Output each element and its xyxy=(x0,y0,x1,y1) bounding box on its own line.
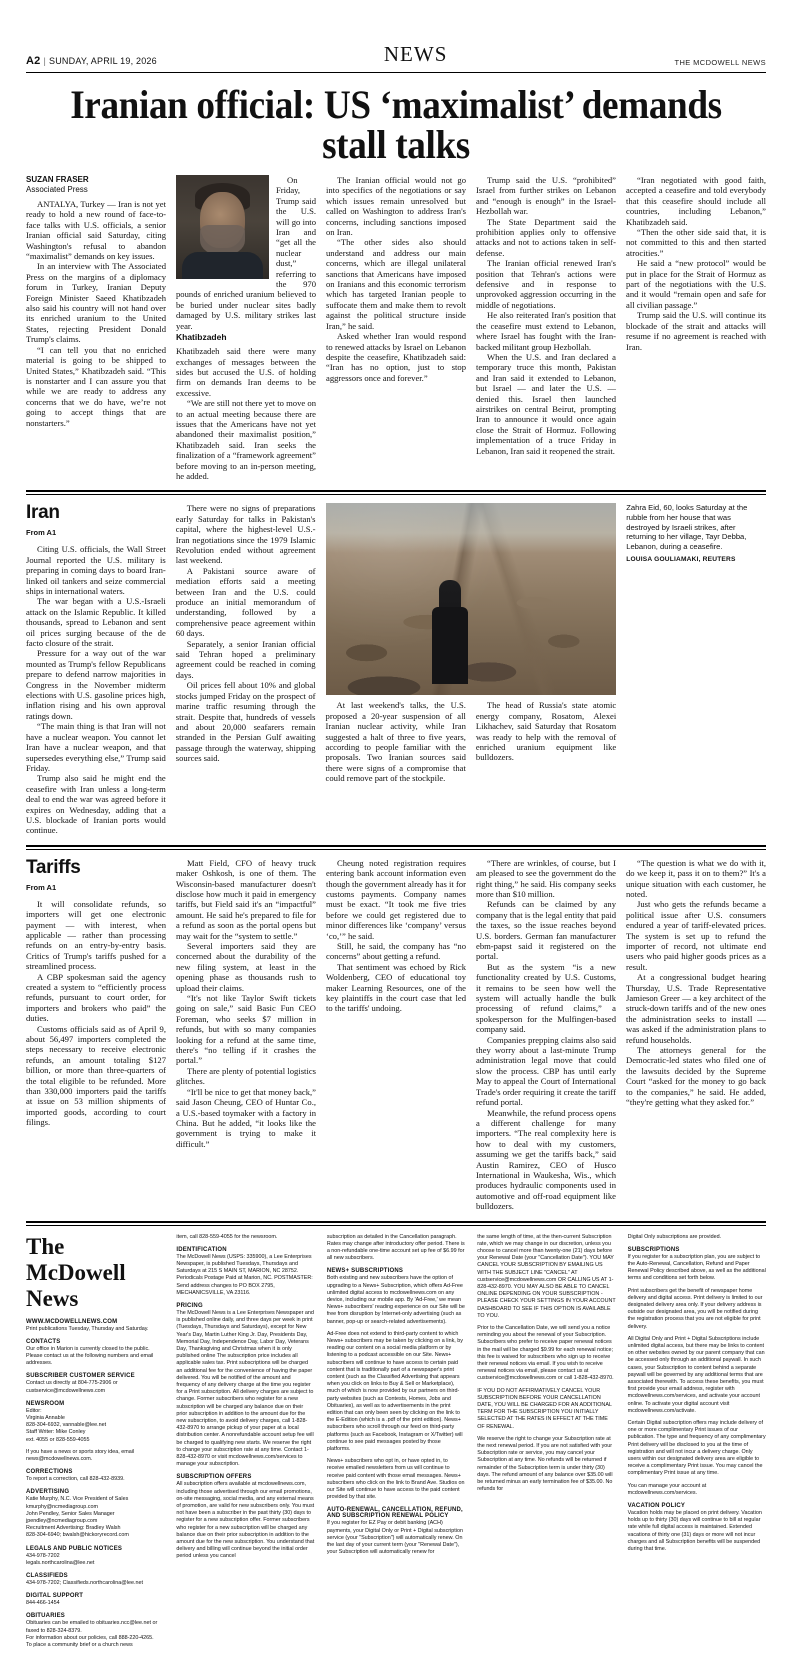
fineprint-text: Contact us directly at 804-775-2906 or custservice@mcdowellnews.com xyxy=(26,1380,118,1394)
paragraph: The Iranian official would not go into specifics of the negotiations or say which issues remain unresolved but called on Washington to address Iran's concerns, including sanctions imposed on Iran. xyxy=(326,175,466,238)
lebanon-rubble-photo xyxy=(326,503,617,695)
paragraph: But as the system “is a new functionality created by U.S. Customs, it remains to be seen how well the system will actually handle the bulk processing of refund claims,” a spokesperson for the Mulfingen-based company said. xyxy=(476,961,616,1035)
header-rule xyxy=(26,72,766,73)
tariffs-col-1 xyxy=(26,858,166,1212)
paragraph: In an interview with The Associated Press on the margins of a diplomacy forum in Turkey, Iranian Deputy Foreign Minister Saeed Khatibzadeh also said his country will not hand over its enriched uranium to the United States, rejecting President Donald Trump's claims. xyxy=(26,261,166,345)
fineprint-blocks xyxy=(26,1319,164,1650)
fineprint-col-1 xyxy=(26,1234,164,1654)
lead-col-2 xyxy=(176,175,316,481)
fineprint-text: You can manage your account at mcdowellnews.com/services. xyxy=(627,1482,707,1496)
paragraph: The Iranian official renewed Iran's position that Tehran's actions were defensive and in response to unprovoked aggression occurring in the middle of negotiations. xyxy=(476,258,616,310)
fineprint-text: All Digital Only and Print + Digital Subscriptions include unlimited digital access, but there may be links to content on other websites owned by our parent company that can be accessed only through an additional paywall. In such cases, your Subscription to content behind a separate paywall will be governed by any additional terms that are associated therewith. To access these benefits, you must first provide your email address, register with mcdowellnews.com/services, and activate your account online. To activate your digital account visit mcdowellnews.com/activate. xyxy=(627,1335,765,1414)
fineprint-text: Digital Only subscriptions are provided. xyxy=(627,1233,722,1240)
fineprint-heading: OBITUARIES xyxy=(26,1613,66,1620)
fineprint-text: 844-466-1454 xyxy=(26,1600,60,1607)
paragraph: On Friday, Trump said the U.S. will go into Iran and “get all the nuclear dust,” referring to the 970 pounds of enriched uranium believed to be buried under nuclear sites badly damaged by U.S. military strikes last year. xyxy=(176,175,316,331)
paragraph: Citing U.S. officials, the Wall Street Journal reported the U.S. military is preparing in coming days to board Iran-linked oil tankers and seize commercial ships in international waters. xyxy=(26,544,166,596)
paragraph: When the U.S. and Iran declared a temporary truce this month, Pakistan and Iran said it extended to Lebanon, but Israel — and later the U.S. — denied this. Israel then launched airstrikes on central Beirut, prompting Iran to announce it would once again close the Strait of Hormuz. Following implementation of a truce Friday in Lebanon, Iran said it reopened the strait. xyxy=(476,351,616,456)
photo-caption: Zahra Eid, 60, looks Saturday at the rubble from her house that was destroyed by Israeli strikes, after returning to her village, Tayr Debba, Lebanon, during a ceasefire. xyxy=(626,503,748,551)
paragraph: The attorneys general for the Democratic-led states who filed one of the lawsuits decided by the Supreme Court “asked for the money to go back to the companies,” he said. He added, “they're getting what they asked for.” xyxy=(626,1045,766,1108)
fineprint-text: Katie Murphy, N.C. Vice President of Sales kmurphy@ncmediagroup.com John Pendley, Senior Sales Manager jpendley@ncmediagroup.com Recruitment Advertising: Bradley Walsh 828-304-6940; bwalsh@hickoryrecord.com xyxy=(26,1496,129,1539)
fineprint-text: the same length of time, at the then-current Subscription rate, which we may change in our discretion, unless you choose to cancel more than twenty-one (21) days before your Renewal Date (your "Cancellation Date"). YOU MAY CANCEL YOUR SUBSCRIPTION BY EMAILING US WITH THE SUBJECT LINE "CANCEL" AT custservice@mcdowellnews.com OR CALLING US AT 1-828-432-8970. YOU MAY ALSO BE ABLE TO CANCEL ONLINE DEPENDING ON YOUR SUBSCRIPTION - PLEASE CHECK YOUR SETTINGS IN YOUR ACCOUNT DASHBOARD TO SEE IF THIS OPTION IS AVAILABLE TO YOU. xyxy=(477,1233,616,1319)
fineprint-heading: SUBSCRIPTION OFFERS xyxy=(176,1474,252,1481)
fineprint-text: The McDowell News is a Lee Enterprises Newspaper and is published online daily, and three days per week in print (Tuesdays, Thursdays and Saturdays), except for New Year's Day, Martin Luther King Jr. Day, Presidents Day, Memorial Day, Independence Day, Labor Day, Veterans Day, Thanksgiving and Christmas when it is only published online The subscription price includes all applicable sales tax. Print subscriptions will be charged an additional fee for the convenience of having the paper delivered. You will be notified of the amount and frequency of any delivery charge at the time you register for a Print subscription. All delivery charges are subject to change. Former subscribers who register for a new subscription will be charged any balance due on their prior subscription in addition to the amount due for the new subscription, to avoid delivery charges, call 1-828-432-8970 to arrange pickup of your paper at a local distribution center. A nonrefundable account setup fee will be charged to qualifying new starts. We reserve the right to change your subscription rate at any time. Contact 1-828-432-8970 or visit mcdowellnews.com/services to manage your subscription. xyxy=(176,1309,314,1468)
fineprint-text: Print subscribers get the benefit of newspaper home delivery and digital access. Print delivery is limited to our designated delivery area only. If your delivery address is outside our designated area, you will be notified during the registration process that you are not eligible for print delivery. xyxy=(627,1287,763,1330)
paragraph: Asked whether Iran would respond to renewed attacks by Israel on Lebanon despite the ceasefire, Khatibzadeh said: “Iran has no option, just to stop aggressors once and forever.” xyxy=(326,331,466,383)
paragraph: At last weekend's talks, the U.S. proposed a 20-year suspension of all Iranian nuclear activity, while Iran suggested a halt of three to five years, according to people familiar with the proposals. Two Iranian sources said there were signs of a compromise that could remove part of the stockpile. xyxy=(325,700,466,784)
fineprint-heading: IDENTIFICATION xyxy=(176,1246,227,1253)
fineprint-heading: WWW.MCDOWELLNEWS.COM xyxy=(26,1318,118,1325)
fineprint-col-2 xyxy=(176,1234,314,1654)
fineprint-text: Vacation holds may be placed on print delivery. Vacation holds up to thirty (30) days will continue to bill at regular rate while full digital access is maintained. Extended vacations of thirty one (31) days or more will not incur charges and all Subscription benefits will be suspended during that time. xyxy=(627,1510,762,1553)
paragraph: The State Department said the prohibition applies only to offensive attacks and not to actions taken in self-defense. xyxy=(476,216,616,258)
paragraph: The head of Russia's state atomic energy company, Rosatom, Alexei Likhachev, said Saturday that Rosatom was ready to help with the removal of enriched uranium equipment like bulldozers. xyxy=(475,700,617,763)
paragraph: Customs officials said as of April 9, about 56,497 importers completed the steps necessary to receive electronic refunds, an amount totaling $127 billion, or more than three-quarters of the total eligible to be refunded. More than 330,000 importers paid the tariffs at issue on 53 million shipments of imported goods, according to court filings. xyxy=(26,1023,166,1128)
paragraph: A Pakistani source aware of mediation efforts said a meeting between Iran and the U.S. could produce an initial memorandum of understanding, followed by a comprehensive peace agreement within 60 days. xyxy=(175,565,316,639)
iran-col-2 xyxy=(176,503,316,835)
paragraph: Trump also said he might end the ceasefire with Iran unless a long-term deal to end the war was agreed before it expires on Wednesday, adding that a U.S. blockade of Iranian ports would continue. xyxy=(26,773,166,836)
paragraph: There are plenty of potential logistics glitches. xyxy=(176,1065,316,1087)
fineprint-blocks xyxy=(628,1234,766,1554)
tariffs-col-5 xyxy=(626,858,766,1212)
paragraph: He also reiterated Iran's position that the ceasefire must extend to Lebanon, where Israel has fought with the Iran-backed militant group Hezbollah. xyxy=(476,310,616,352)
portrait-art xyxy=(176,175,269,279)
fineprint-heading: CLASSIFIEDS xyxy=(26,1573,68,1580)
fineprint-text: Both existing and new subscribers have the option of upgrading to a News+ Subscription, which offers Ad-Free unlimited digital access to mcdowellnews.com on any device, including our mobile app. By 'Ad-Free,' we mean News+ subscribers' reading experience on our Site will be free from disruption by Internet-only advertising (such as banner, pop-up or search-related advertisements). xyxy=(326,1275,465,1325)
fineprint-col-5 xyxy=(628,1234,766,1654)
fineprint-heading: DIGITAL SUPPORT xyxy=(26,1593,84,1600)
fineprint-text: IF YOU DO NOT AFFIRMATIVELY CANCEL YOUR SUBSCRIPTION BEFORE YOUR CANCELLATION DATE, YOU WILL BE CHARGED FOR AN ADDITIONAL TERM FOR THE SUBSCRIPTION YOU INITIALLY SELECTED AT THE RATES IN EFFECT AT THE TIME OF RENEWAL. xyxy=(477,1387,612,1430)
lead-col-3 xyxy=(326,175,466,481)
nameplate: The McDowell News xyxy=(26,1233,126,1311)
paragraph: Just who gets the refunds became a political issue after U.S. consumers endured a year of tariff-elevated prices. The system is set up to refund the importer of record, not ultimate end users who paid higher goods prices as a result. xyxy=(626,899,766,972)
tariffs-col-2 xyxy=(176,858,316,1212)
paragraph: It will consolidate refunds, so importers will get one electronic payment — with interest, when applicable — rather than processing refunds on an entry-by-entry basis. Critics of Trump's tariffs pushed for a streamlined process. xyxy=(26,898,166,972)
fineprint-text: To report a correction, call 828-432-8939. xyxy=(26,1476,125,1483)
paragraph: Meanwhile, the refund process opens a different challenge for many importers. “The real complexity here is how to deal with my customers, assuming we get the tariffs back,” said Austin Ramirez, CEO of Husco International in Waukesha, Wis., which produces hydraulic components used in automotive and off-road equipment like bulldozers. xyxy=(476,1107,616,1212)
fineprint-text: News+ subscribers who opt in, or have opted in, to receive emailed newsletters from us will continue to receive paid content with those email messages. News+ subscribers who click on the link to Brand Ave. Studios on our Site will continue to have access to the paid content provided by that site. xyxy=(326,1458,465,1501)
page-folio-bar xyxy=(26,0,766,70)
paragraph: “It's not like Taylor Swift tickets going on sale,” said Basic Fun CEO Foreman, who seeks $7 million in refunds, but with so many companies looking for a refund at the same time, there's “no telling if it crashes the portal.” xyxy=(176,993,316,1066)
lead-col-4 xyxy=(476,175,616,481)
folio-left: A2 | SUNDAY, APRIL 19, 2026 xyxy=(26,55,157,67)
lead-col-5 xyxy=(626,175,766,481)
fineprint-text: 434-978-7202 legals.northcarolina@lee.net xyxy=(26,1552,95,1566)
fineprint-heading: VACATION POLICY xyxy=(627,1503,686,1510)
jump-from: From A1 xyxy=(26,882,57,892)
paragraph: Matt Field, CFO of heavy truck maker Oshkosh, is one of them. The Wisconsin-based manufacturer doesn't disclose how much it paid in emergency tariffs, but Field said it's an “impactful” amount. He said he's prepared to file for a refund as soon as the portal opens but may wait for the “system to settle.” xyxy=(176,857,316,941)
issue-date: SUNDAY, APRIL 19, 2026 xyxy=(49,56,157,66)
iran-col-5 xyxy=(626,503,766,835)
fineprint-text: Obituaries can be emailed to obituaries.ncc@lee.net or faxed to 828-324-8379. For information about our policies, call 888-220-4265. To place a community brief or a church news xyxy=(26,1620,158,1649)
paragraph: That sentiment was echoed by Rick Woldenberg, CEO of educational toy maker Learning Resources, one of the key plaintiffs in the court case that led to the tariffs' undoing. xyxy=(326,961,466,1014)
fineprint-heading: PRICING xyxy=(176,1302,203,1309)
fineprint-text: item, call 828-559-4055 for the newsroom. xyxy=(176,1233,278,1240)
paragraph: There were no signs of preparations early Saturday for talks in Pakistan's capital, where the highest-level U.S.-Iran negotiations since the 1979 Islamic Revolution ended without agreement last weekend. xyxy=(175,503,316,566)
paragraph: ANTALYA, Turkey — Iran is not yet ready to hold a new round of face-to-face talks with U.S. officials, a senior Iranian official said Saturday, citing Washington's refusal to abandon “maximalist” demands on key issues. xyxy=(26,199,166,262)
byline xyxy=(26,175,166,195)
fineprint-heading: LEGALS AND PUBLIC NOTICES xyxy=(26,1545,123,1552)
paragraph: The war began with a U.S.-Israeli attack on the Islamic Republic. It killed thousands, spread to Lebanon and sent oil prices surging because of the de facto closure of the strait. xyxy=(26,596,166,649)
jump-from: From A1 xyxy=(26,528,57,538)
iran-col-3 xyxy=(326,700,466,783)
section-divider xyxy=(26,490,766,495)
fineprint-text: Ad-Free does not extend to third-party content to which News+ subscribers may be taken by clicking on a link, by reading our content on a social media platform or by listening to a podcast accessible on our Site. News+ subscribers will continue to have access to certain paid content that is traditionally part of a newspaper's print content (such as the Classified Advertising that appears when you click on links to Buy & Sell or Marketplace), much of which is now provided by our partners on third-party websites (such as Contests, Homes, Jobs and Obituaries), as well as to advertisements in the print edition that can only been seen by clicking on the link to the E-Edition (which is a .pdf of the print edition). News+ subscribers who scroll through our feed on third-party platforms (such as Facebook, Instagram or X/Twitter) will continue to see paid messages posted by those platforms. xyxy=(326,1330,463,1453)
tariffs-col-4 xyxy=(476,858,616,1212)
paragraph: “There are wrinkles, of course, but I am pleased to see the government do the right thing,” he said. His company seeks more than $10 million. xyxy=(476,857,616,899)
paragraph: “The other sides also should understand and address our main concerns, which are illegal unilateral sanctions that Americans have imposed on Iranians and this economic terrorism which has targeted Iranian people to suffocate them and make them to revolt against the political structure inside Iran,” he said. xyxy=(326,237,466,331)
jump-headline: Iran xyxy=(26,502,60,524)
byline-org: Associated Press xyxy=(26,185,88,194)
photo-caption: Khatibzadeh xyxy=(176,332,227,343)
iran-col-4 xyxy=(476,700,616,783)
fineprint-heading: SUBSCRIBER CUSTOMER SERVICE xyxy=(26,1373,135,1380)
fineprint-heading: NEWS+ SUBSCRIPTIONS xyxy=(326,1268,404,1275)
rubble-scene-art xyxy=(326,503,617,695)
paragraph: Khatibzadeh said there were many exchanges of messages between the sides but accused the U.S. of holding firm on demands Iran deems to be excessive. xyxy=(176,346,316,398)
masthead-fineprint xyxy=(26,1234,766,1654)
fineprint-heading: NEWSROOM xyxy=(26,1400,65,1407)
fineprint-text: If you register for a subscription plan, you are subject to the Auto-Renewal, Cancellation, Refund and Paper Renewal Policy described above, as well as the additional terms and conditions set forth below. xyxy=(627,1253,766,1282)
fineprint-text: We reserve the right to change your Subscription rate at the next renewal period. If you are not satisfied with your Subscription rate or service, you may cancel your Subscription at any time. No refunds will be returned if remainder of the Subscription term is under thirty (30) days. The refund amount of any balance over $35.00 will be returned minus an early termination fee of $35.00. No refunds for xyxy=(477,1435,613,1493)
lead-col-1 xyxy=(26,175,166,481)
fineprint-heading: SUBSCRIPTIONS xyxy=(627,1246,680,1253)
paragraph: “The question is what we do with it, do we keep it, pass it on to them?” It's a unique situation with each customer, he noted. xyxy=(626,857,766,899)
paragraph: “It'll be nice to get that money back,” said Jason Cheung, CEO of Huntar Co., a U.S.-based toymaker with a factory in China. But he added, “it looks like the government is trying to make it difficult.” xyxy=(176,1086,316,1149)
page-number: A2 xyxy=(26,55,41,67)
paragraph: Still, he said, the company has “no concerns” about getting a refund. xyxy=(326,941,466,962)
iran-col-1 xyxy=(26,503,166,835)
paragraph: “Then the other side said that, it is not committed to this and then started atrocities.” xyxy=(626,227,766,258)
jump-headline: Tariffs xyxy=(26,856,81,878)
section-divider xyxy=(26,845,766,850)
fineprint-col-3 xyxy=(327,1234,465,1654)
khatibzadeh-photo xyxy=(176,175,269,279)
fineprint-blocks xyxy=(477,1234,615,1494)
iran-jump-columns xyxy=(26,503,766,835)
section-divider xyxy=(26,1221,766,1226)
paragraph: “Iran negotiated with good faith, accepted a ceasefire and told everybody that this ceasefire should include all countries, including Lebanon,” Khatibzadeh said. xyxy=(626,175,766,227)
paragraph: Cheung noted registration requires entering bank account information even though the government already has it for customs payments. Company names must be exact. “It took me five tries before we could get registered due to minor differences like ‘company’ versus ‘co,’” he said. xyxy=(326,857,466,941)
fineprint-text: If you register for EZ Pay or debit banking (ACH) payments, your Digital Only or Print + Digital subscription service (your "Subscription") will automatically renew. On the last day of your current term (your "Renewal Date"), your Subscription will automatically renew for xyxy=(326,1520,463,1556)
fineprint-text: 434-978-7202; Classifieds.northcarolina@lee.net xyxy=(26,1580,143,1587)
paragraph: At a congressional budget hearing Thursday, U.S. Trade Representative Jamieson Greer — a key architect of the struck-down tariffs and of the new ones the administration seeks to install — was asked if the administration plans to refund households. xyxy=(626,972,766,1045)
paragraph: Pressure for a way out of the war mounted as Trump's fellow Republicans prepare to defend narrow majorities in Congress in the November midterm elections with U.S. gasoline prices high, inflation rising and his own approval ratings down. xyxy=(26,648,166,721)
fineprint-text: Prior to the Cancellation Date, we will send you a notice reminding you about the renewal of your Subscription. Subscribers who prefer to receive paper renewal notices in the mail will be charged $9.99 for each renewal notice; this fee is waived for subscribers who sign up to receive their renewal notices via email. If you wish to receive renewal notices via email, please contact us at custservice@mcdowellnews.com or call 1-828-432-8970. xyxy=(477,1325,614,1382)
page-title: Iranian official: US ‘maximalist’ demands stall talks xyxy=(70,82,722,167)
paragraph: Separately, a senior Iranian official said Tehran hoped a preliminary agreement could be reached in coming days. xyxy=(175,638,316,680)
fineprint-text: Our office in Marion is currently closed to the public. Please contact us at the following numbers and email addresses. xyxy=(26,1345,154,1367)
paragraph: A CBP spokesman said the agency created a system to “efficiently process refunds, pursuant to court order, for importers and brokers who paid” the duties. xyxy=(26,971,166,1024)
byline-name: SUZAN FRASER xyxy=(26,175,89,184)
fineprint-blocks xyxy=(327,1234,465,1557)
iran-photo-col xyxy=(326,503,617,835)
paragraph: Trump said the U.S. will continue its blockade of the strait and attacks will resume if no agreement is reached with Iran. xyxy=(626,310,766,352)
paragraph: Oil prices fell about 10% and global stocks jumped Friday on the prospect of marine traffic resuming through the strait. Despite that, hundreds of vessels and about 20,000 seafarers remain stranded in the Persian Gulf awaiting passage through the waterway, shipping sources said. xyxy=(175,680,316,764)
fineprint-heading: CONTACTS xyxy=(26,1338,61,1345)
paragraph: “The main thing is that Iran will not have a nuclear weapon. You cannot let Iran have a nuclear weapon, and that supersedes everything else,” Trump said Friday. xyxy=(26,721,166,773)
tariffs-jump-columns xyxy=(26,858,766,1212)
lead-story-columns xyxy=(26,175,766,481)
paper-name: THE MCDOWELL NEWS xyxy=(674,58,766,67)
paragraph: Several importers said they are concerned about the durability of the new filing system, at least in the opening phase as thousands rush to upload their claims. xyxy=(176,941,316,993)
section-title: NEWS xyxy=(383,42,448,66)
tariffs-col-3 xyxy=(326,858,466,1212)
fineprint-text: Print publications Tuesday, Thursday and Saturday. xyxy=(26,1325,149,1332)
paragraph: He said a “new protocol” would be put in place for the Strait of Hormuz as part of the negotiations with the U.S. and it would “remain open and safe for all civilian passage.” xyxy=(626,258,766,310)
paragraph: “We are still not there yet to move on to an actual meeting because there are issues that the Americans have not yet abandoned their maximalist position,” Khatibzadeh said. Iran seeks the finalization of a “framework agreement” before moving to an in-person meeting, he added. xyxy=(176,398,316,481)
fineprint-col-4 xyxy=(477,1234,615,1654)
paragraph: Trump said the U.S. “prohibited” Israel from further strikes on Lebanon and “enough is enough” in the Israel-Hezbollah war. xyxy=(476,175,616,217)
fineprint-heading: AUTO-RENEWAL, CANCELLATION, REFUND, AND SUBSCRIPTION RENEWAL POLICY xyxy=(326,1507,463,1520)
fineprint-text: Editor: Virginia Annable 828-304-6932, vannable@lee.net Staff Writer: Mike Conley ext. 4055 or 828-559-4055 xyxy=(26,1407,107,1443)
fineprint-text: subscription as detailed in the Cancellation paragraph. Rates may change after introductory offer period. There is a non-refundable one-time account set up fee of $6.99 for all new subscribers. xyxy=(326,1233,465,1262)
fineprint-text: The McDowell News (USPS: 335900), a Lee Enterprises Newspaper, is published Tuesdays, Thursdays and Saturdays at 215 S MAIN ST, MARION, NC 28752. Periodicals Postage Paid at Marion, NC. POSTMASTER: Send address changes to PO BOX 2795, MECHANICSVILLE, VA 23116. xyxy=(176,1253,313,1296)
fineprint-heading: ADVERTISING xyxy=(26,1489,70,1496)
fineprint-text: If you have a news or sports story idea, email news@mcdowellnews.com. xyxy=(26,1448,135,1462)
paragraph: Companies prepping claims also said they worry about a last-minute Trump administration legal move that could slow the process. CBP has until early May to appeal the Court of International Trade's order requiring it create the tariff refund portal. xyxy=(476,1034,616,1108)
paragraph: “I can tell you that no enriched material is going to be shipped to United States,” Khatibzadeh said. “This is nonstarter and I can assure you that while we are ready to address any concerns that we do have, we’re not going to accept things that are nonstarters.” xyxy=(26,344,166,428)
fineprint-text: Certain Digital subscription offers may include delivery of one or more complimentary Print issues of our publication. The type and frequency of any complimentary Print delivery will be disclosed to you at the time of registration and will not incur a delivery charge. Only users within our designated delivery area are eligible to receive a complimentary Print issue. You may cancel the complimentary Print issue at any time. xyxy=(627,1420,766,1477)
fineprint-text: All subscription offers available at mcdowellnews.com, including those advertised through our email promotions, on-site messaging, social media, and any external means of promotion, are valid for new subscribers only. You must not have been a subscriber in the past thirty (30) days to register for a new subscription offer. Former subscribers who register for a new subscription will be charged any balance due on their prior subscription in addition to the amount due for the new subscription. You understand that delivery and billing will continue beyond the initial order period unless you cancel xyxy=(176,1481,315,1560)
photo-credit: LOUISA GOULIAMAKI, REUTERS xyxy=(626,556,736,564)
fineprint-heading: CORRECTIONS xyxy=(26,1469,73,1476)
paragraph: Refunds can be claimed by any company that is the legal entity that paid the taxes, so the issue reaches beyond U.S. borders. German fan manufacturer ebm-papst said it registered on the portal. xyxy=(476,899,616,962)
